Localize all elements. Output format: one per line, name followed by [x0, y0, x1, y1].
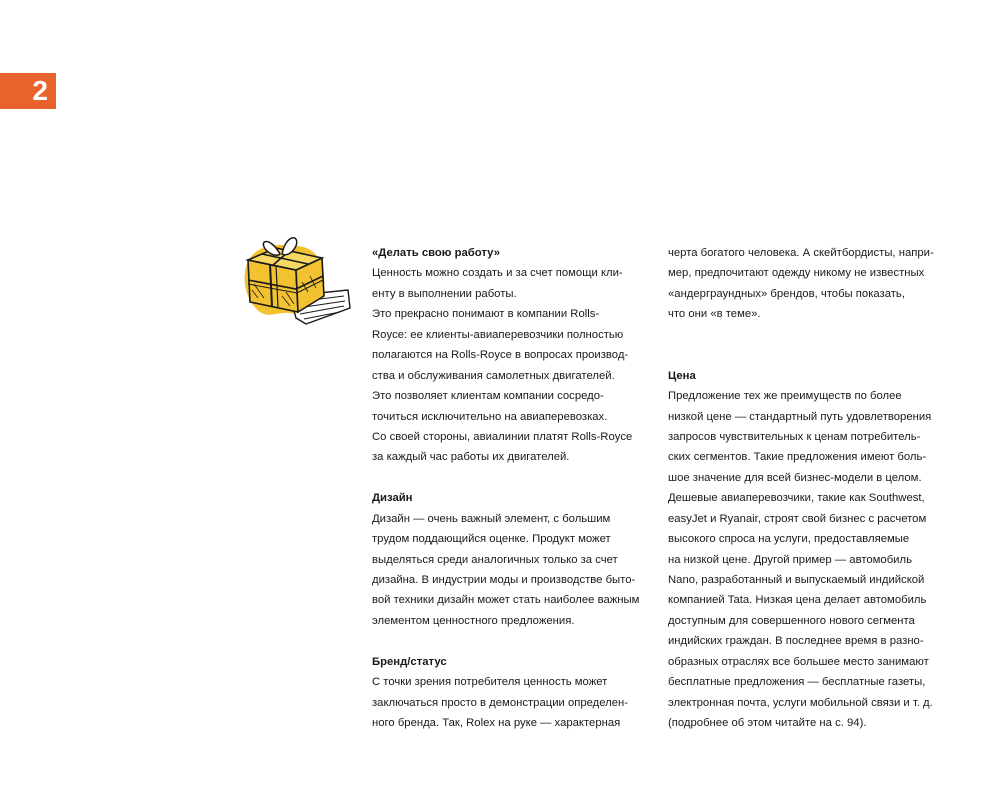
- text-line: енту в выполнении работы.: [372, 287, 517, 300]
- text-line: электронная почта, услуги мобильной связи и т. д.: [668, 696, 933, 709]
- text-line: трудом поддающийся оценке. Продукт может: [372, 533, 611, 546]
- text-line: доступным для совершенного нового сегмента: [668, 614, 915, 627]
- text-line: что они «в теме».: [668, 308, 761, 321]
- left-text-column: [372, 243, 639, 734]
- chapter-number-tab: 2: [0, 73, 56, 109]
- text-line: Предложение тех же преимуществ по более: [668, 390, 902, 403]
- text-line: Nano, разработанный и выпускаемый индийской: [668, 574, 925, 586]
- text-line: easyJet и Ryanair, строят свой бизнес с расчетом: [668, 512, 927, 525]
- section-heading: Цена: [668, 369, 696, 382]
- section-heading: Бренд/статус: [372, 655, 447, 668]
- text-line: заключаться просто в демонстрации определен-: [372, 696, 629, 709]
- text-line: индийских граждан. В последнее время в разно-: [668, 635, 924, 648]
- text-line: вой техники дизайн может стать наиболее важным: [372, 594, 640, 607]
- text-line: точиться исключительно на авиаперевозках.: [372, 410, 608, 423]
- text-line: ских сегментов. Такие предложения имеют боль-: [668, 451, 927, 464]
- text-line: мер, предпочитают одежду никому не известных: [668, 267, 925, 280]
- section-heading: Дизайн: [372, 492, 413, 505]
- text-line: С точки зрения потребителя ценность может: [372, 676, 608, 689]
- text-line: ства и обслуживания самолетных двигателей.: [372, 369, 615, 382]
- text-line: Дешевые авиаперевозчики, такие как Southwest,: [668, 492, 925, 505]
- text-line: Royce: ее клиенты-авиаперевозчики полностью: [372, 328, 624, 341]
- text-line: ного бренда. Так, Rolex на руке — характерная: [372, 717, 621, 730]
- text-line: «андерграундных» брендов, чтобы показать,: [668, 287, 905, 300]
- text-line: (подробнее об этом читайте на с. 94).: [668, 717, 867, 730]
- text-line: шое значение для всей бизнес-модели в целом.: [668, 471, 922, 484]
- text-line: Со своей стороны, авиалинии платят Rolls-Royce: [372, 430, 633, 443]
- text-line: полагаются на Rolls-Royce в вопросах производ-: [372, 349, 629, 362]
- text-line: образных отраслях все большее место занимают: [668, 655, 929, 668]
- text-line: Это прекрасно понимают в компании Rolls-: [372, 308, 600, 321]
- text-line: дизайна. В индустрии моды и производстве быто-: [372, 574, 636, 586]
- text-line: бесплатные предложения — бесплатные газеты,: [668, 676, 926, 689]
- text-line: Это позволяет клиентам компании сосредо-: [372, 390, 604, 403]
- text-line: запросов чувствительных к ценам потребитель-: [668, 430, 921, 443]
- text-line: Ценность можно создать и за счет помощи кли-: [372, 267, 623, 280]
- text-line: черта богатого человека. А скейтбордисты, напри-: [668, 247, 934, 259]
- text-line: на низкой цене. Другой пример — автомобиль: [668, 553, 912, 566]
- text-line: за каждый час работы их двигателей.: [372, 451, 570, 464]
- text-line: выделяться среди аналогичных только за счет: [372, 553, 618, 566]
- text-line: высокого спроса на услуги, предоставляемые: [668, 533, 910, 546]
- section-heading: «Делать свою работу»: [372, 247, 501, 259]
- text-line: Дизайн — очень важный элемент, с большим: [372, 512, 611, 525]
- text-line: низкой цене — стандартный путь удовлетворения: [668, 410, 932, 423]
- text-line: компанией Tata. Низкая цена делает автомобиль: [668, 594, 927, 607]
- right-text-column: [668, 243, 934, 734]
- gift-box-icon: [236, 226, 354, 328]
- text-line: элементом ценностного предложения.: [372, 614, 575, 627]
